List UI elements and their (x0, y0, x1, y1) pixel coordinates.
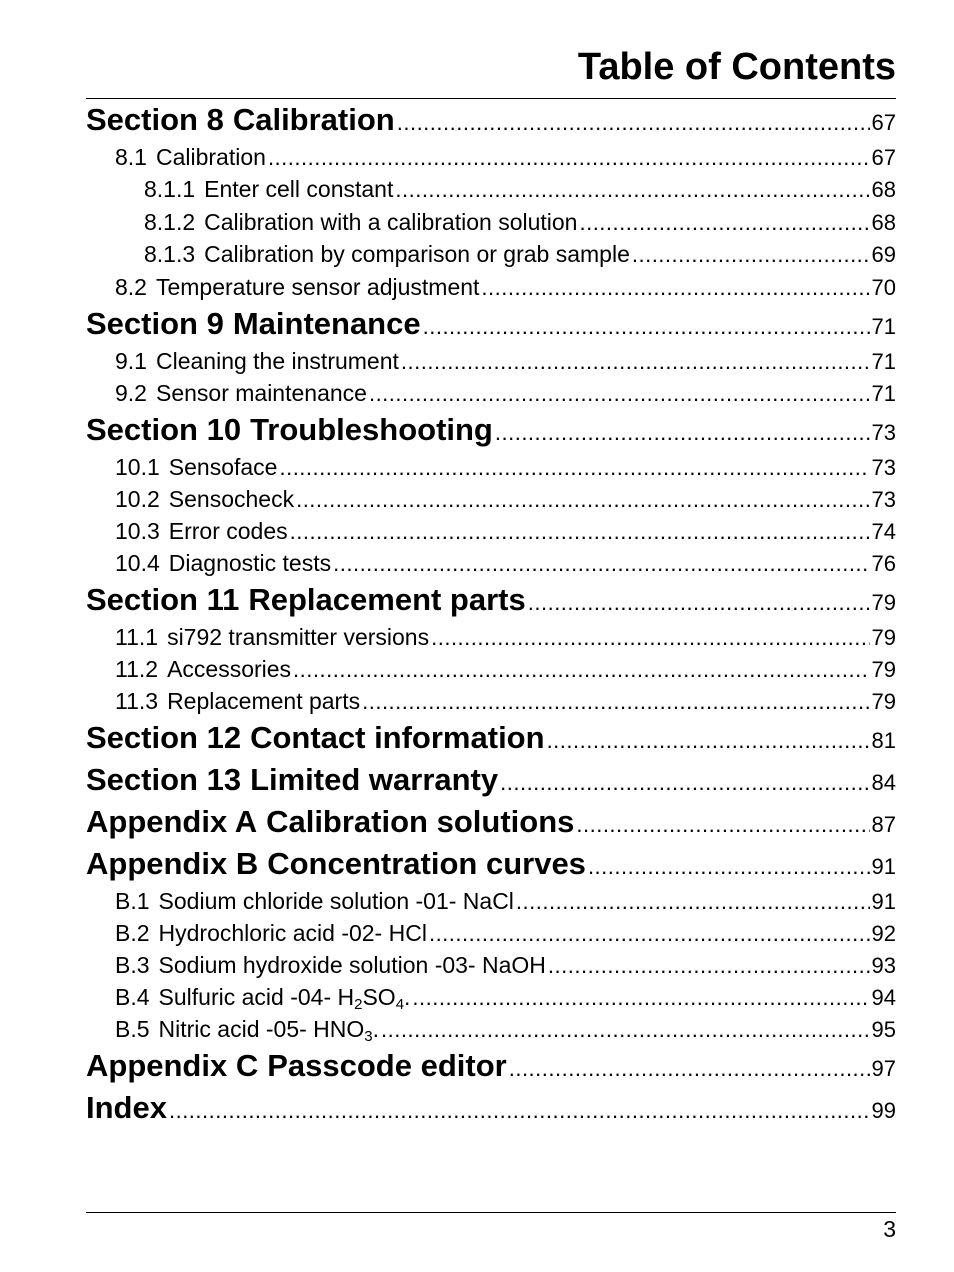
toc-entry-label: Sensor maintenance (155, 379, 367, 406)
table-of-contents (86, 102, 896, 1132)
toc-section-entry[interactable] (86, 1048, 896, 1090)
toc-entry-title (86, 412, 493, 448)
dot-leader (632, 242, 870, 268)
toc-entry-number: B.5 (115, 1015, 150, 1042)
dot-leader (362, 689, 869, 715)
toc-entry-number: B.3 (115, 951, 150, 978)
toc-entry-title (86, 804, 574, 840)
dot-leader (588, 854, 870, 880)
dot-leader (290, 519, 870, 545)
dot-leader (333, 551, 869, 577)
toc-page-number: 70 (871, 274, 896, 300)
toc-entry-number: 11.3 (115, 687, 159, 714)
formula-subscript: 2 (354, 995, 363, 1013)
toc-entry-label: Passcode editor (267, 1047, 507, 1083)
toc-entry-number: B.1 (115, 887, 150, 914)
toc-page-number: 79 (871, 589, 896, 615)
dot-leader (293, 657, 869, 683)
toc-entry-number: Section 13 (86, 761, 242, 797)
toc-subsection-entry[interactable] (86, 241, 896, 274)
toc-subsection-entry[interactable] (86, 952, 896, 984)
toc-section-entry[interactable] (86, 582, 896, 624)
toc-entry-label: Accessories (167, 655, 292, 682)
dot-leader (495, 420, 870, 446)
toc-entry-label: Sodium hydroxide solution -03- NaOH (158, 951, 546, 978)
toc-entry-number: 10.1 (115, 453, 160, 480)
dot-leader (547, 728, 870, 754)
toc-page-number: 73 (871, 486, 896, 512)
toc-subsection-entry[interactable] (86, 984, 896, 1016)
toc-page-number: 68 (871, 177, 896, 202)
toc-entry-title (115, 518, 288, 545)
toc-entry-number: 10.3 (115, 517, 160, 544)
page-number: 3 (883, 1216, 896, 1242)
toc-page-number: 67 (871, 110, 896, 135)
toc-entry-title (86, 582, 526, 618)
toc-page-number: 93 (871, 952, 896, 978)
toc-page-number: 68 (871, 209, 896, 235)
toc-entry-title (115, 454, 277, 481)
toc-subsection-entry[interactable] (86, 624, 896, 656)
toc-entry-title (115, 984, 410, 1011)
toc-entry-number: 8.1 (115, 144, 147, 170)
toc-entry-number: 8.2 (115, 273, 147, 300)
label-fragment: SO (362, 983, 396, 1010)
toc-subsection-entry[interactable] (86, 209, 896, 242)
toc-entry-label: Calibration (155, 144, 266, 170)
toc-entry-title (86, 306, 421, 342)
toc-entry-number: 11.1 (115, 623, 159, 650)
toc-entry-label: Enter cell constant (204, 176, 394, 202)
toc-entry-label: si792 transmitter versions (167, 623, 430, 650)
toc-section-entry[interactable] (86, 102, 896, 144)
toc-subsection-entry[interactable] (86, 920, 896, 952)
toc-page-number: 71 (871, 348, 896, 374)
toc-entry-number: Section 11 (86, 581, 240, 617)
toc-entry-title (115, 624, 429, 651)
toc-entry-title (115, 920, 427, 947)
toc-page-number: 76 (871, 550, 896, 576)
dot-leader (381, 1017, 869, 1043)
toc-section-entry[interactable] (86, 804, 896, 846)
toc-entry-number: B.4 (115, 983, 150, 1010)
toc-entry-title (115, 1016, 379, 1043)
toc-subsection-entry[interactable] (86, 486, 896, 518)
dot-leader (412, 985, 869, 1011)
label-fragment: . (404, 983, 411, 1010)
dot-leader (576, 812, 869, 838)
toc-entry-number: Appendix B (86, 845, 259, 881)
toc-entry-label: Replacement parts (248, 581, 526, 617)
dot-leader (401, 349, 870, 375)
toc-section-entry[interactable] (86, 306, 896, 348)
toc-page-number: 99 (871, 1097, 896, 1123)
toc-entry-label: Limited warranty (250, 761, 499, 797)
toc-entry-number: B.2 (115, 919, 150, 946)
toc-entry-number: Appendix C (86, 1047, 259, 1083)
toc-page-number: 79 (871, 656, 896, 682)
toc-page-number: 69 (871, 242, 896, 267)
toc-entry-label: Sensocheck (168, 485, 295, 512)
toc-page-number: 94 (871, 984, 896, 1010)
toc-entry-title (144, 209, 577, 236)
toc-entry-label: Calibration solutions (266, 803, 575, 839)
dot-leader (279, 455, 869, 481)
toc-entry-label: Replacement parts (167, 687, 361, 714)
toc-page-number: 67 (871, 145, 896, 170)
toc-page-number: 74 (871, 518, 896, 544)
toc-entry-number: 8.1.3 (144, 241, 196, 267)
toc-entry-title (86, 846, 586, 882)
toc-subsection-entry[interactable] (86, 144, 896, 176)
toc-section-entry[interactable] (86, 412, 896, 454)
label-fragment: . (372, 1015, 380, 1042)
dot-leader (429, 921, 870, 947)
toc-entry-label: Error codes (168, 517, 288, 544)
toc-entry-label (158, 1015, 380, 1045)
page-title: Table of Contents (577, 46, 896, 88)
toc-entry-label: Hydrochloric acid -02- HCl (158, 919, 427, 946)
toc-page-number: 92 (871, 920, 896, 946)
title-divider (86, 98, 896, 99)
toc-subsection-entry[interactable] (86, 1016, 896, 1048)
dot-leader (296, 487, 869, 513)
toc-page-number: 71 (871, 313, 896, 339)
dot-leader (268, 145, 870, 171)
toc-entry-title (115, 348, 399, 375)
dot-leader (431, 625, 869, 651)
dot-leader (516, 889, 870, 915)
toc-entry-title (86, 762, 498, 798)
dot-leader (509, 1056, 870, 1082)
dot-leader (528, 590, 870, 616)
dot-leader (481, 275, 869, 301)
toc-entry-label: Concentration curves (267, 845, 586, 881)
toc-entry-title (115, 144, 266, 171)
toc-page-number: 79 (871, 688, 896, 714)
toc-entry-number: 10.4 (115, 549, 160, 576)
toc-entry-label: Maintenance (232, 305, 421, 341)
toc-subsection-entry[interactable] (86, 176, 896, 209)
toc-entry-label: Cleaning the instrument (155, 347, 399, 374)
dot-leader (369, 381, 870, 407)
toc-section-entry[interactable] (86, 762, 896, 804)
toc-entry-label: Contact information (250, 719, 545, 755)
toc-page-number: 95 (871, 1016, 896, 1042)
toc-entry-title (115, 274, 479, 301)
toc-entry-title (144, 241, 630, 268)
toc-page-number: 91 (871, 888, 896, 914)
toc-subsection-entry[interactable] (86, 688, 896, 720)
dot-leader (397, 110, 870, 136)
toc-subsection-entry[interactable] (86, 380, 896, 412)
toc-entry-number: 8.1.1 (144, 176, 196, 202)
dot-leader (395, 177, 869, 203)
toc-entry-title (144, 176, 393, 203)
toc-entry-label: Calibration with a calibration solution (204, 208, 578, 235)
toc-entry-title (115, 656, 291, 683)
toc-subsection-entry[interactable] (86, 454, 896, 486)
toc-subsection-entry[interactable] (86, 274, 896, 306)
toc-subsection-entry[interactable] (86, 656, 896, 688)
toc-entry-title (115, 952, 546, 979)
formula-subscript: 4 (395, 995, 405, 1013)
toc-subsection-entry[interactable] (86, 550, 896, 582)
footer-divider (86, 1212, 896, 1213)
toc-page-number: 84 (871, 769, 896, 795)
toc-subsection-entry[interactable] (86, 888, 896, 920)
toc-entry-title (115, 380, 367, 407)
toc-page-number: 73 (871, 454, 896, 480)
toc-section-entry[interactable] (86, 720, 896, 762)
toc-entry-number: 9.2 (115, 379, 147, 406)
toc-entry-label (158, 983, 411, 1013)
dot-leader (423, 314, 870, 340)
dot-leader (169, 1098, 870, 1124)
toc-entry-title (115, 688, 360, 715)
toc-entry-title (86, 102, 395, 138)
dot-leader (579, 210, 869, 236)
toc-entry-label: Calibration by comparison or grab sample (204, 241, 630, 267)
formula-subscript: 3 (364, 1027, 373, 1045)
toc-section-entry[interactable] (86, 846, 896, 888)
toc-entry-title (115, 550, 331, 577)
toc-entry-title (86, 1048, 507, 1084)
toc-entry-label: Index (86, 1089, 167, 1125)
toc-page-number: 71 (871, 380, 896, 406)
toc-entry-label: Calibration (232, 102, 395, 137)
dot-leader (500, 770, 869, 796)
toc-subsection-entry[interactable] (86, 518, 896, 550)
label-fragment: Sulfuric acid -04- H (158, 983, 355, 1010)
toc-page-number: 97 (871, 1055, 896, 1081)
toc-entry-title (86, 1090, 167, 1126)
toc-entry-label: Sensoface (168, 453, 278, 480)
toc-entry-title (86, 720, 545, 756)
toc-page-number: 91 (871, 853, 896, 879)
toc-entry-number: 8.1.2 (144, 208, 196, 235)
toc-entry-label: Temperature sensor adjustment (155, 273, 480, 300)
toc-entry-number: 9.1 (115, 347, 147, 374)
toc-entry-number: 10.2 (115, 485, 160, 512)
toc-entry-label: Diagnostic tests (168, 549, 332, 576)
toc-entry-title (115, 486, 294, 513)
toc-page-number: 87 (871, 811, 896, 837)
toc-subsection-entry[interactable] (86, 348, 896, 380)
toc-page-number: 81 (871, 727, 896, 753)
dot-leader (548, 953, 870, 979)
toc-entry-label: Sodium chloride solution -01- NaCl (158, 887, 514, 914)
toc-entry-number: Section 10 (86, 411, 242, 447)
toc-entry-number: Appendix A (86, 803, 258, 839)
toc-entry-number: Section 9 (86, 305, 224, 341)
toc-page-number: 79 (871, 624, 896, 650)
toc-entry-number: Section 8 (86, 102, 224, 137)
toc-entry-number: Section 12 (86, 719, 242, 755)
label-fragment: Nitric acid -05- HNO (158, 1015, 365, 1042)
toc-section-entry[interactable] (86, 1090, 896, 1132)
toc-page-number: 73 (871, 419, 896, 445)
toc-entry-title (115, 888, 514, 915)
toc-entry-label: Troubleshooting (250, 411, 493, 447)
toc-entry-number: 11.2 (115, 655, 159, 682)
